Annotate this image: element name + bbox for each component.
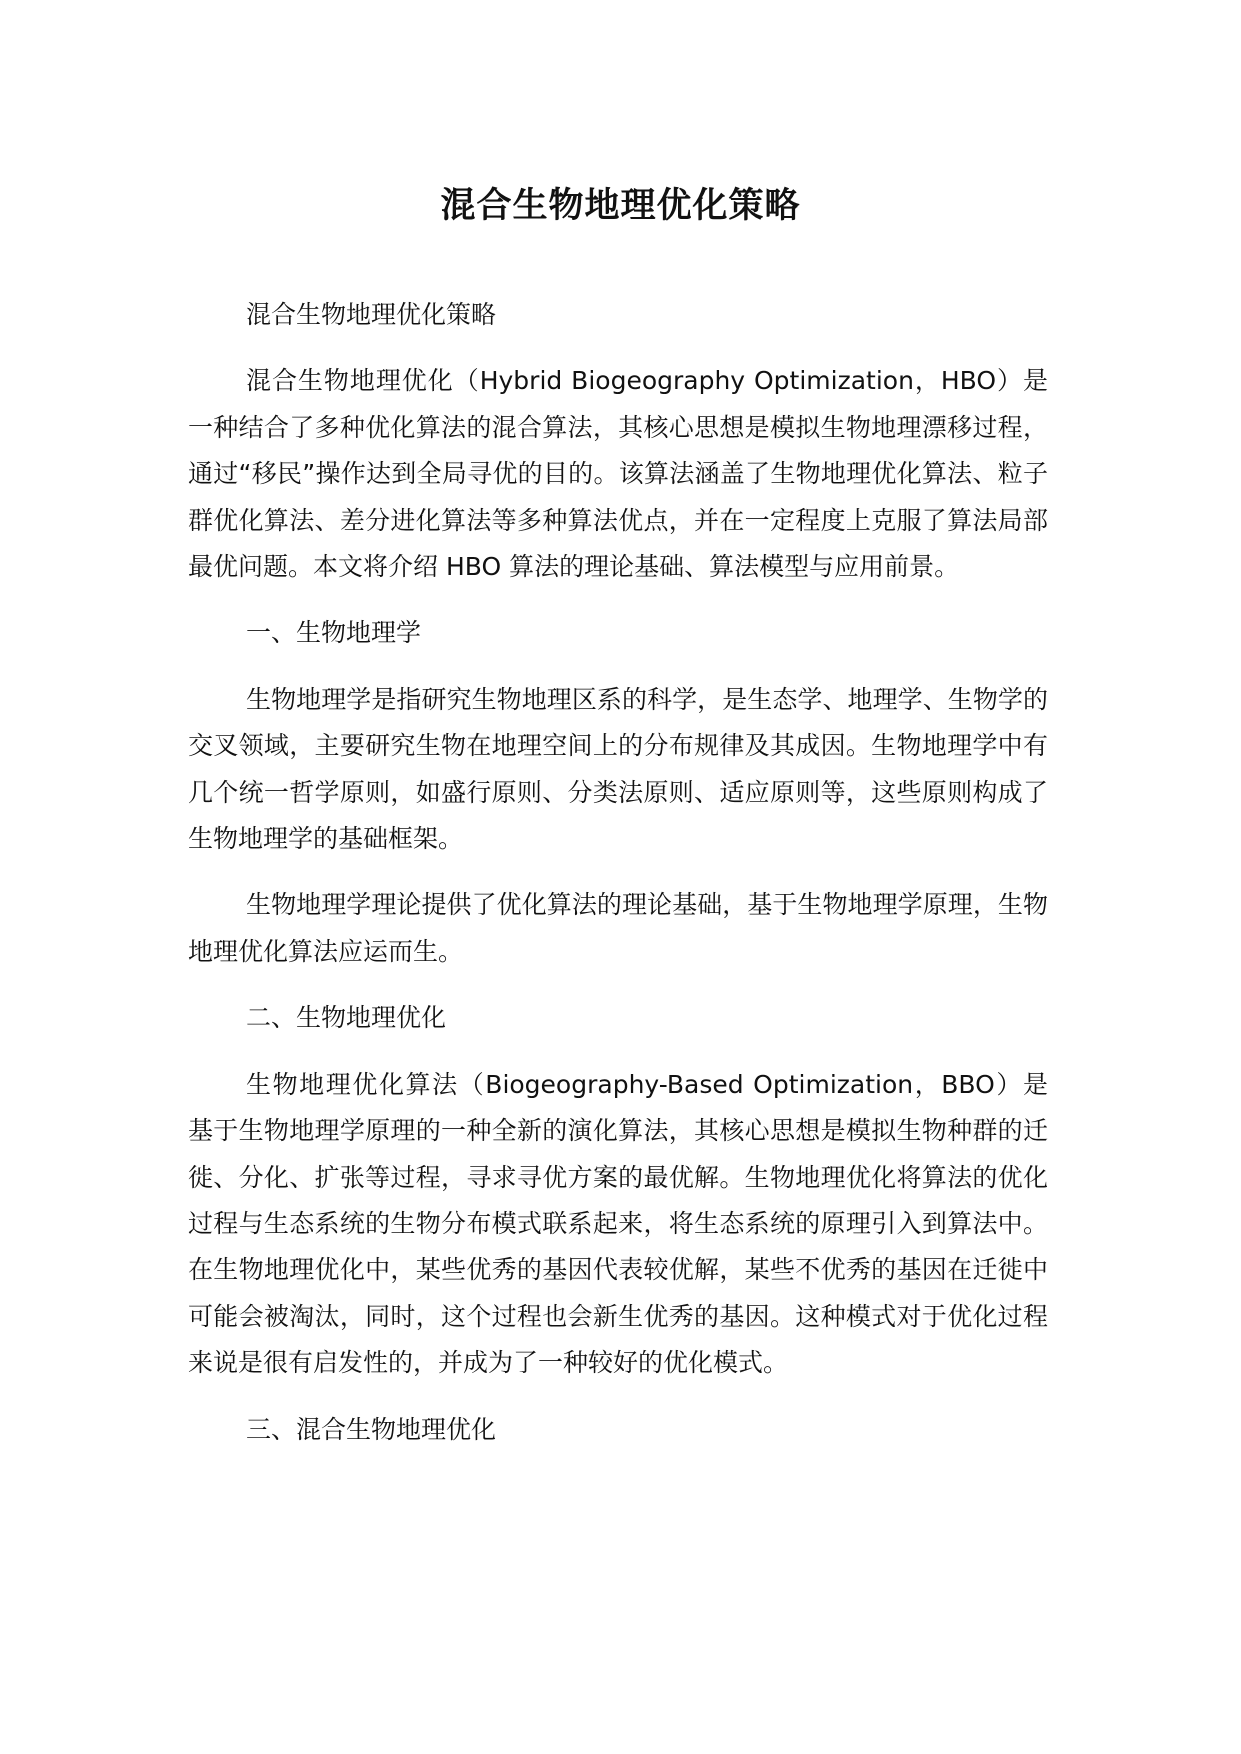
section-heading-1: 一、生物地理学 [246, 618, 422, 648]
section-heading-3: 三、混合生物地理优化 [246, 1414, 497, 1444]
intro-heading: 混合生物地理优化策略 [246, 300, 497, 329]
section-1-paragraph-1: 生物地理学是指研究生物地理区系的科学，是生态学、地理学、生物学的交叉领域，主要研究生物在地理空间上的分布规律及其成因。生物地理学中有几个统一哲学原则，如盛行原则、分类法原则、适应原则等，这些原则构成了生物地理学的基础框架。 [188, 684, 1048, 854]
document-title: 混合生物地理优化策略 [440, 186, 801, 226]
document-body [188, 292, 1048, 1453]
intro-paragraph: 混合生物地理优化（Hybrid Biogeography Optimization，HBO）是一种结合了多种优化算法的混合算法，其核心思想是模拟生物地理漂移过程，通过“移民”操作达到全局寻优的目的。该算法涵盖了生物地理优化算法、粒子群优化算法、差分进化算法等多种算法优点，并在一定程度上克服了算法局部最优问题。本文将介绍 HBO 算法的理论基础、算法模型与应用前景。 [188, 366, 1048, 582]
section-heading-2: 二、生物地理优化 [246, 1003, 447, 1033]
section-2-paragraph-1: 生物地理优化算法（Biogeography-Based Optimization，BBO）是基于生物地理学原理的一种全新的演化算法，其核心思想是模拟生物种群的迁徙、分化、扩张等过程，寻求寻优方案的最优解。生物地理优化将算法的优化过程与生态系统的生物分布模式联系起来，将生态系统的原理引入到算法中。在生物地理优化中，某些优秀的基因代表较优解，某些不优秀的基因在迁徙中可能会被淘汰，同时，这个过程也会新生优秀的基因。这种模式对于优化过程来说是很有启发性的，并成为了一种较好的优化模式。 [188, 1069, 1048, 1378]
section-1-paragraph-2: 生物地理学理论提供了优化算法的理论基础，基于生物地理学原理，生物地理优化算法应运而生。 [188, 890, 1048, 966]
